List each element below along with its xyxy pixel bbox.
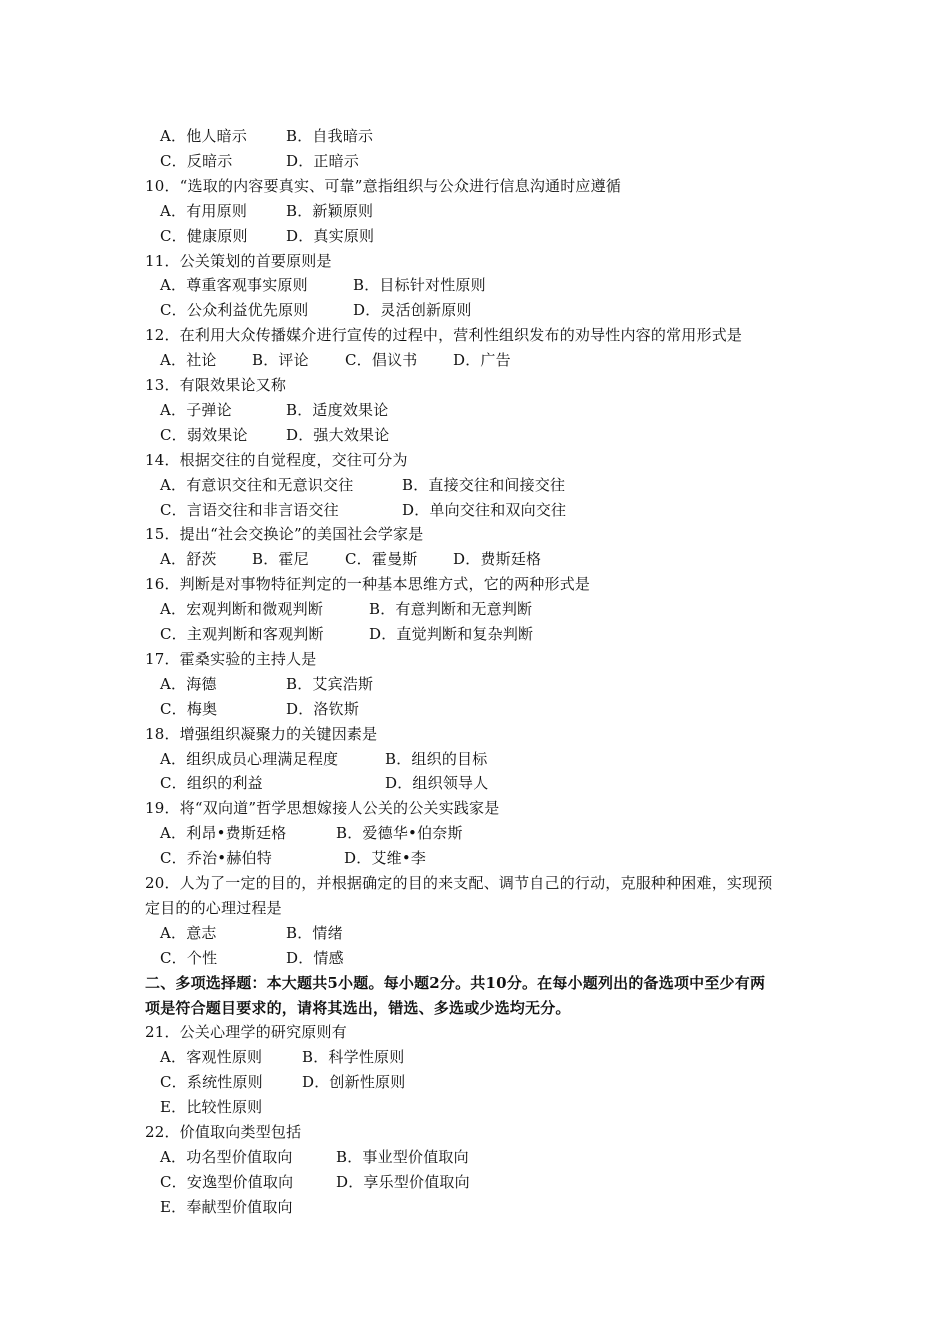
- answer-option: C．弱效果论: [160, 425, 248, 444]
- answer-option: C．安逸型价值取向: [160, 1172, 294, 1191]
- answer-option: E．比较性原则: [160, 1098, 263, 1117]
- answer-option: A．社论: [160, 351, 217, 370]
- answer-option: D．强大效果论: [286, 425, 390, 444]
- answer-option: B．新颖原则: [286, 201, 374, 220]
- question-stem: 14．根据交往的自觉程度，交往可分为: [145, 450, 408, 469]
- answer-option: B．科学性原则: [302, 1048, 405, 1067]
- question-stem: 18．增强组织凝聚力的关键因素是: [145, 724, 378, 743]
- question-stem: 定目的的心理过程是: [145, 898, 282, 917]
- answer-option: D．创新性原则: [302, 1073, 406, 1092]
- answer-option: A．意志: [160, 923, 217, 942]
- answer-option: B．适度效果论: [286, 400, 389, 419]
- answer-option: A．利昂•费斯廷格: [160, 824, 287, 843]
- answer-option: D．享乐型价值取向: [336, 1172, 470, 1191]
- answer-option: E．奉献型价值取向: [160, 1197, 293, 1216]
- answer-option: D．正暗示: [286, 151, 360, 170]
- section-heading: 二、多项选择题：本大题共5小题。每小题2分。共10分。在每小题列出的备选项中至少有两: [145, 973, 766, 992]
- answer-option: A．组织成员心理满足程度: [160, 749, 339, 768]
- answer-option: B．事业型价值取向: [336, 1147, 469, 1166]
- question-stem: 22．价值取向类型包括: [145, 1123, 302, 1141]
- answer-option: C．主观判断和客观判断: [160, 625, 324, 643]
- answer-option: C．组织的利益: [160, 774, 263, 793]
- answer-option: A．客观性原则: [160, 1048, 263, 1067]
- answer-option: A．有意识交往和无意识交往: [160, 475, 354, 494]
- answer-option: A．舒茨: [160, 550, 217, 569]
- answer-option: B．霍尼: [252, 550, 309, 569]
- answer-option: B．自我暗示: [286, 127, 374, 145]
- question-stem: 12．在利用大众传播媒介进行宣传的过程中，营利性组织发布的劝导性内容的常用形式是: [145, 326, 743, 345]
- section-heading: 项是符合题目要求的，请将其选出，错选、多选或少选均无分。: [145, 998, 571, 1017]
- answer-option: D．组织领导人: [385, 774, 489, 793]
- question-stem: 19．将“双向道”哲学思想嫁接人公关的公关实践家是: [145, 799, 500, 818]
- answer-option: B．爱德华•伯奈斯: [336, 824, 463, 843]
- answer-option: D．直觉判断和复杂判断: [369, 625, 534, 643]
- answer-option: B．有意判断和无意判断: [369, 600, 533, 619]
- answer-option: D．情感: [286, 948, 344, 967]
- question-stem: 10．“选取的内容要真实、可靠”意指组织与公众进行信息沟通时应遵循: [145, 176, 622, 195]
- answer-option: B．情绪: [286, 923, 343, 942]
- question-stem: 20．人为了一定的目的，并根据确定的目的来支配、调节自己的行动，克服种种困难，实现预: [145, 874, 773, 892]
- answer-option: C．系统性原则: [160, 1073, 263, 1092]
- question-stem: 16．判断是对事物特征判定的一种基本思维方式，它的两种形式是: [145, 575, 591, 594]
- answer-option: A．子弹论: [160, 400, 232, 419]
- answer-option: C．公众利益优先原则: [160, 301, 309, 320]
- answer-option: D．灵活创新原则: [353, 301, 472, 320]
- answer-option: D．费斯廷格: [453, 550, 542, 569]
- answer-option: A．有用原则: [160, 201, 248, 220]
- answer-option: C．霍曼斯: [345, 550, 418, 569]
- answer-option: B．组织的目标: [385, 749, 488, 768]
- question-stem: 11．公关策划的首要原则是: [145, 251, 332, 270]
- answer-option: A．尊重客观事实原则: [160, 276, 308, 295]
- answer-option: D．艾维•李: [344, 849, 427, 868]
- answer-option: D．单向交往和双向交往: [402, 500, 567, 519]
- answer-option: A．他人暗示: [160, 127, 248, 145]
- answer-option: C．个性: [160, 948, 218, 967]
- answer-option: C．反暗示: [160, 151, 233, 170]
- answer-option: A．海德: [160, 674, 217, 693]
- answer-option: B．评论: [252, 351, 309, 370]
- answer-option: C．健康原则: [160, 226, 248, 245]
- answer-option: D．广告: [453, 351, 511, 370]
- answer-option: B．目标针对性原则: [353, 276, 486, 295]
- answer-option: C．倡议书: [345, 351, 418, 370]
- answer-option: C．乔治•赫伯特: [160, 849, 272, 868]
- question-stem: 21．公关心理学的研究原则有: [145, 1023, 347, 1042]
- question-stem: 15．提出“社会交换论”的美国社会学家是: [145, 525, 424, 544]
- answer-option: D．真实原则: [286, 226, 375, 245]
- answer-option: B．直接交往和间接交往: [402, 475, 566, 494]
- question-stem: 17．霍桑实验的主持人是: [145, 649, 317, 668]
- question-stem: 13．有限效果论又称: [145, 376, 287, 394]
- answer-option: B．艾宾浩斯: [286, 674, 374, 693]
- answer-option: A．宏观判断和微观判断: [160, 600, 324, 619]
- answer-option: D．洛钦斯: [286, 699, 360, 718]
- answer-option: C．梅奥: [160, 699, 218, 718]
- answer-option: A．功名型价值取向: [160, 1147, 293, 1166]
- answer-option: C．言语交往和非言语交往: [160, 500, 339, 519]
